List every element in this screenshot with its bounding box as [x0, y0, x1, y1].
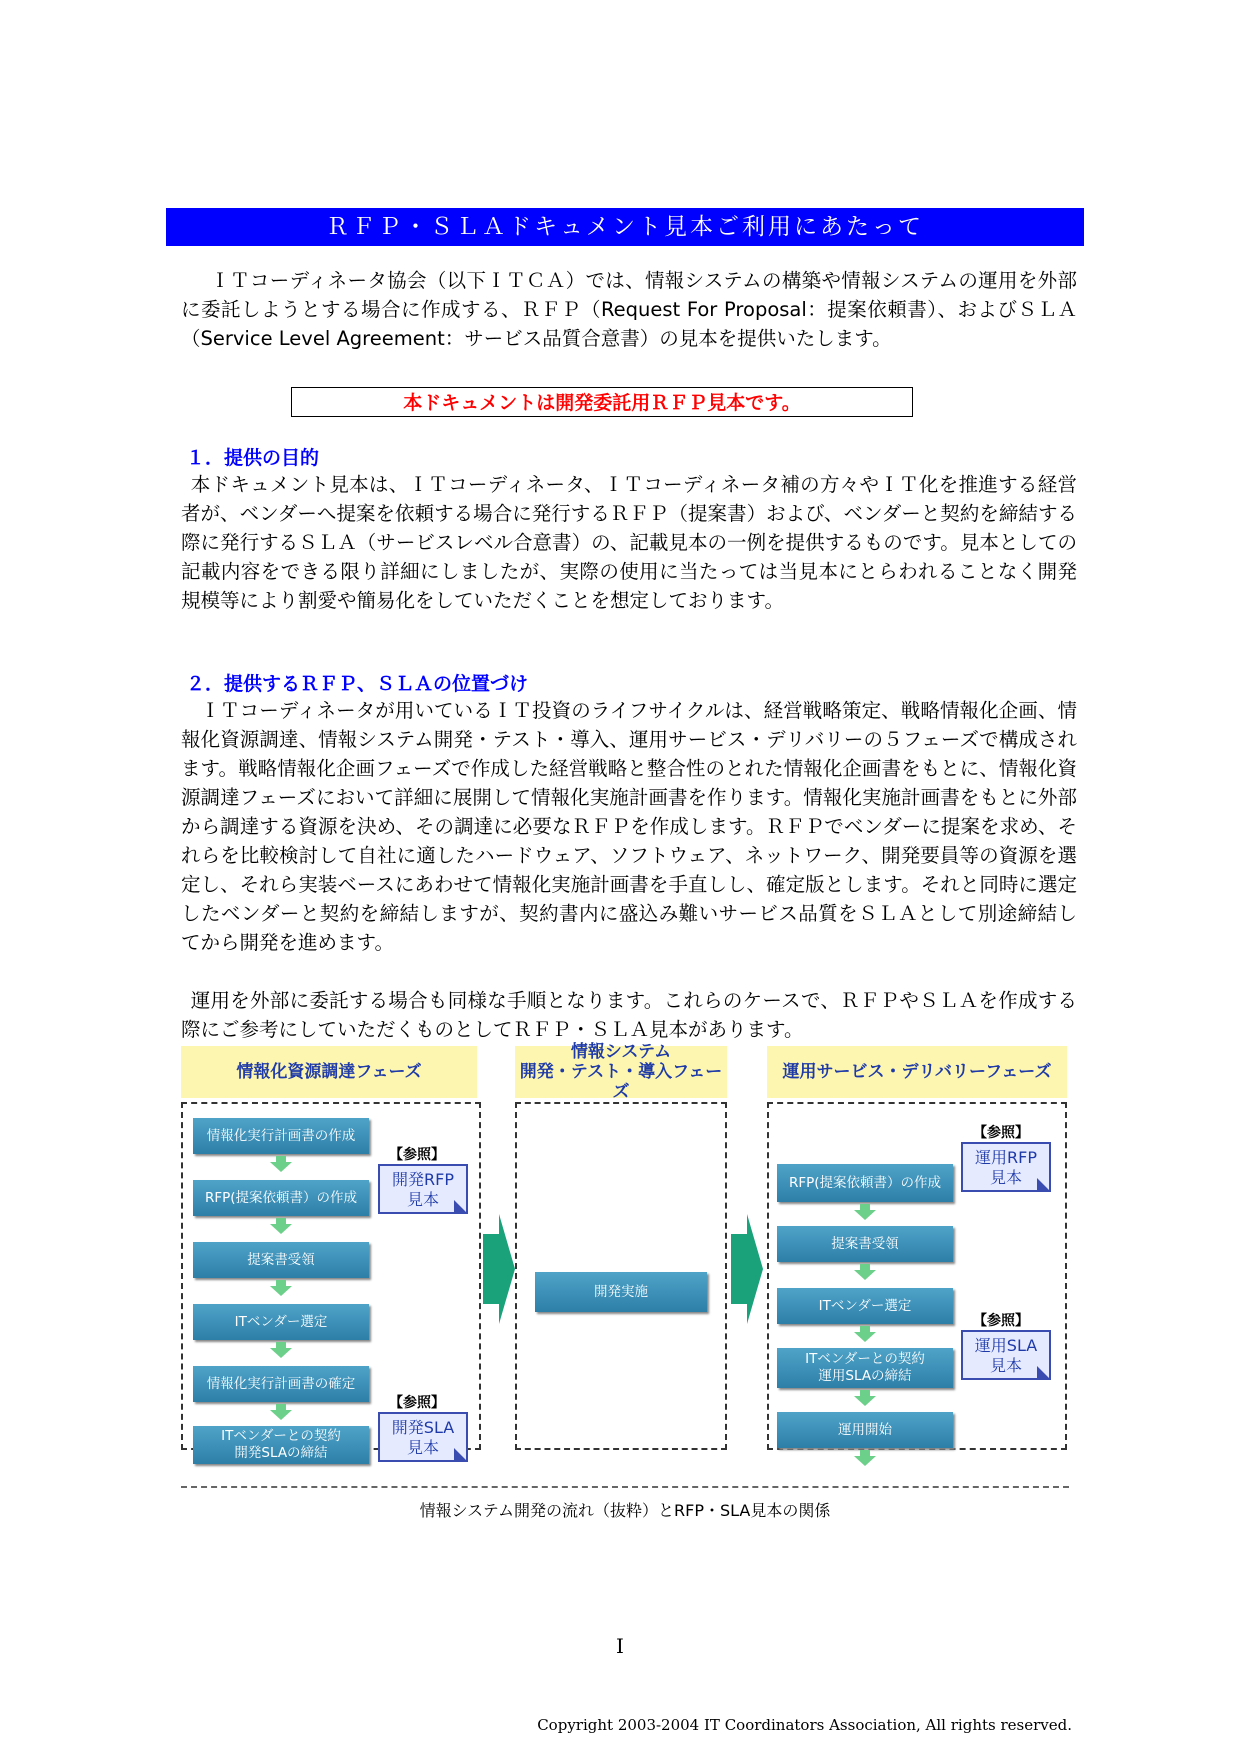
notice-box: 本ドキュメントは開発委託用ＲＦＰ見本です。 — [291, 387, 913, 417]
ref-ops-rfp-line2: 見本 — [989, 1168, 1022, 1187]
step-create-rfp: RFP(提案依頼書）の作成 — [193, 1180, 369, 1216]
ref-label: 【参照】 — [973, 1313, 1029, 1329]
down-arrow-icon — [270, 1410, 292, 1420]
copyright-notice: Copyright 2003-2004 IT Coordinators Association, All rights reserved. — [537, 1716, 1072, 1734]
phase-header-procurement: 情報化資源調達フェーズ — [181, 1046, 477, 1098]
rfp-sla-flow-diagram — [181, 1042, 1069, 1520]
down-arrow-icon — [854, 1210, 876, 1220]
step-ops-select-vendor: ITベンダー選定 — [777, 1288, 953, 1324]
step-contract-dev-sla: ITベンダーとの契約 開発SLAの締結 — [193, 1426, 369, 1464]
step-create-ops-rfp: RFP(提案依頼書）の作成 — [777, 1164, 953, 1202]
ref-ops-rfp-sample — [961, 1142, 1051, 1192]
section2-body1: ＩＴコーディネータが用いているＩＴ投資のライフサイクルは、経営戦略策定、戦略情報化企画、情報化資源調達、情報システム開発・テスト・導入、運用サービス・デリバリーの５フェーズで構成されます。戦略情報化企画フェーズで作成した経営戦略と整合性のとれた情報化企画書をもとに、情報化資源調達フェーズにおいて詳細に展開して情報化実施計画書を作ります。情報化実施計画書をもとに外部から調達する資源を決め、その調達に必要なＲＦＰを作成します。ＲＦＰでベンダーに提案を求め、それらを比較検討して自社に適したハードウェア、ソフトウェア、ネットワーク、開発要員等の資源を選定し、それら実装ベースにあわせて情報化実施計画書を手直しし、確定版とします。それと同時に選定したベンダーと契約を締結しますが、契約書内に盛込み難いサービス品質をＳＬＡとして別途締結してから開発を進めます。 — [181, 699, 1077, 954]
ref-label: 【参照】 — [973, 1125, 1029, 1141]
phase-arrow-2 — [729, 1214, 765, 1324]
section2-body2: 運用を外部に委託する場合も同様な手順となります。これらのケースで、ＲＦＰやＳＬＡを作成する際にご参考にしていただくものとしてＲＦＰ・ＳＬＡ見本があります。 — [181, 989, 1077, 1041]
section2-heading: ２．提供するＲＦＰ、ＳＬＡの位置づけ — [186, 673, 529, 695]
ref-dev-sla-sample — [378, 1412, 468, 1462]
section1-body: 本ドキュメント見本は、ＩＴコーディネータ、ＩＴコーディネータ補の方々やＩＴ化を推進する経営者が、ベンダーへ提案を依頼する場合に発行するＲＦＰ（提案書）および、ベンダーと契約を締結する際に発行するＳＬＡ（サービスレベル合意書）の、記載見本の一例を提供するものです。見本としての記載内容をできる限り詳細にしましたが、実際の使用に当たっては当見本にとらわれることなく開発規模等により割愛や簡易化をしていただくことを想定しております。 — [181, 473, 1077, 612]
step-select-vendor: ITベンダー選定 — [193, 1304, 369, 1340]
diagram-bottom-border — [181, 1486, 1069, 1488]
down-arrow-icon — [854, 1456, 876, 1466]
page-title: ＲＦＰ・ＳＬＡドキュメント見本ご利用にあたって — [166, 208, 1084, 246]
ref-dev-rfp-sample — [378, 1164, 468, 1214]
phase-header-development — [515, 1042, 727, 1102]
ref-ops-rfp-line1: 運用RFP — [975, 1148, 1037, 1167]
ref-ops-sla-sample — [961, 1330, 1051, 1380]
down-arrow-icon — [854, 1270, 876, 1280]
down-arrow-icon — [270, 1348, 292, 1358]
ref-dev-sla-line2: 見本 — [406, 1438, 439, 1457]
phase-header-development-line2: 開発・テスト・導入フェーズ — [519, 1062, 723, 1102]
phase-header-operation: 運用サービス・デリバリーフェーズ — [767, 1046, 1067, 1098]
ref-ops-sla-line1: 運用SLA — [974, 1336, 1038, 1355]
phase-header-development-line1: 情報システム — [570, 1042, 672, 1062]
step-create-plan: 情報化実行計画書の作成 — [193, 1118, 369, 1154]
down-arrow-icon — [270, 1162, 292, 1172]
step-ops-receive-proposal: 提案書受領 — [777, 1226, 953, 1262]
down-arrow-icon — [854, 1332, 876, 1342]
intro-paragraph: ＩＴコーディネータ協会（以下ＩＴＣＡ）では、情報システムの構築や情報システムの運用を外部に委託しようとする場合に作成する、ＲＦＰ（Request For Proposal：提案依頼書）、およびＳＬＡ（Service Level Agreement：サービス品質合意書）の見本を提供いたします。 — [181, 269, 1077, 350]
step-contract-ops-sla: ITベンダーとの契約 運用SLAの締結 — [777, 1348, 953, 1388]
ref-dev-sla-line1: 開発SLA — [391, 1418, 455, 1437]
down-arrow-icon — [854, 1396, 876, 1406]
ref-label: 【参照】 — [389, 1395, 445, 1411]
step-finalize-plan: 情報化実行計画書の確定 — [193, 1366, 369, 1402]
down-arrow-icon — [270, 1286, 292, 1296]
step-start-operation: 運用開始 — [777, 1412, 953, 1448]
section1-heading: １．提供の目的 — [186, 447, 320, 469]
step-development: 開発実施 — [535, 1272, 707, 1312]
page-number: I — [616, 1634, 624, 1658]
ref-ops-sla-line2: 見本 — [989, 1356, 1022, 1375]
ref-dev-rfp-line2: 見本 — [406, 1190, 439, 1209]
step-receive-proposal: 提案書受領 — [193, 1242, 369, 1278]
ref-dev-rfp-line1: 開発RFP — [392, 1170, 454, 1189]
phase-arrow-1 — [481, 1214, 517, 1324]
diagram-caption: 情報システム開発の流れ（抜粋）とRFP・SLA見本の関係 — [419, 1501, 831, 1520]
down-arrow-icon — [270, 1224, 292, 1234]
ref-label: 【参照】 — [389, 1147, 445, 1163]
